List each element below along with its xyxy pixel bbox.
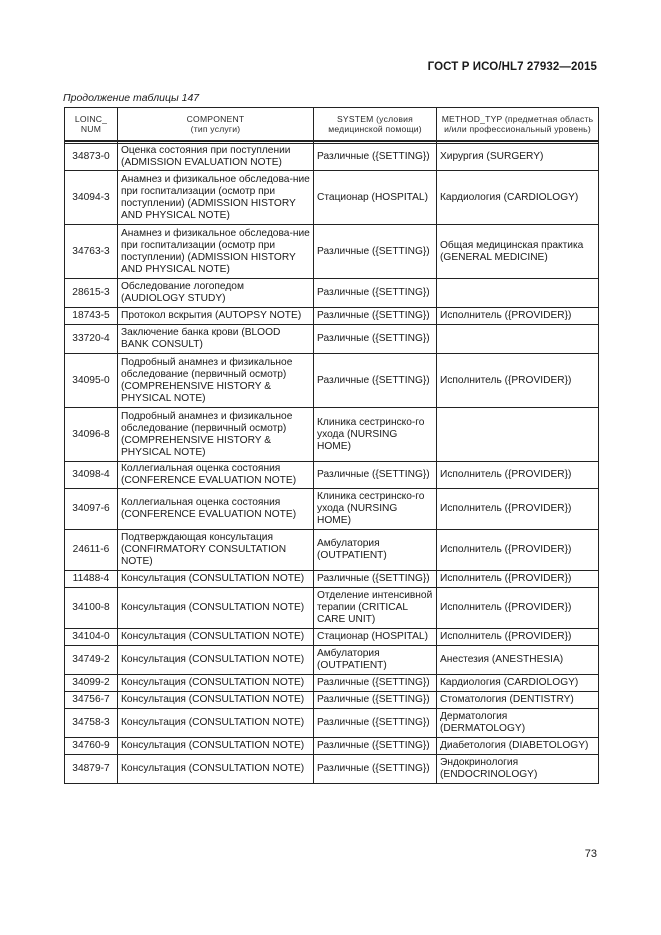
loinc-num-cell: 34094-3 xyxy=(65,171,118,225)
system-cell: Различные ({SETTING}) xyxy=(314,354,437,408)
method-typ-cell: Исполнитель ({PROVIDER}) xyxy=(437,629,599,646)
loinc-num-cell: 34758-3 xyxy=(65,709,118,738)
component-cell: Подробный анамнез и физикальное обследование (первичный осмотр) (COMPREHENSIVE HISTORY & PHYSICAL NOTE) xyxy=(118,354,314,408)
method-typ-cell: Диабетология (DIABETOLOGY) xyxy=(437,738,599,755)
table-row xyxy=(65,692,599,709)
system-cell: Различные ({SETTING}) xyxy=(314,308,437,325)
method-typ-cell xyxy=(437,325,599,354)
loinc-num-cell: 34104-0 xyxy=(65,629,118,646)
loinc-num-cell: 34749-2 xyxy=(65,646,118,675)
method-typ-cell: Исполнитель ({PROVIDER}) xyxy=(437,571,599,588)
table-row xyxy=(65,675,599,692)
system-cell: Различные ({SETTING}) xyxy=(314,279,437,308)
column-header-system: SYSTEM (условия медицинской помощи) xyxy=(314,108,437,142)
component-cell: Консультация (CONSULTATION NOTE) xyxy=(118,646,314,675)
system-cell: Различные ({SETTING}) xyxy=(314,144,437,171)
system-cell: Различные ({SETTING}) xyxy=(314,738,437,755)
component-cell: Консультация (CONSULTATION NOTE) xyxy=(118,692,314,709)
table-row xyxy=(65,354,599,408)
table-row xyxy=(65,588,599,629)
method-typ-cell: Кардиология (CARDIOLOGY) xyxy=(437,675,599,692)
loinc-num-cell: 34763-3 xyxy=(65,225,118,279)
table-row xyxy=(65,738,599,755)
method-typ-cell xyxy=(437,279,599,308)
loinc-num-cell: 11488-4 xyxy=(65,571,118,588)
loinc-table xyxy=(64,107,599,784)
component-cell: Коллегиальная оценка состояния (CONFERENCE EVALUATION NOTE) xyxy=(118,489,314,530)
system-cell: Отделение интенсивной терапии (CRITICAL CARE UNIT) xyxy=(314,588,437,629)
table-row xyxy=(65,408,599,462)
method-typ-cell: Кардиология (CARDIOLOGY) xyxy=(437,171,599,225)
table-row xyxy=(65,629,599,646)
table-row xyxy=(65,489,599,530)
loinc-num-cell: 18743-5 xyxy=(65,308,118,325)
method-typ-cell: Исполнитель ({PROVIDER}) xyxy=(437,489,599,530)
table-body xyxy=(65,141,599,784)
table-row xyxy=(65,325,599,354)
component-cell: Заключение банка крови (BLOOD BANK CONSULT) xyxy=(118,325,314,354)
loinc-num-cell: 34096-8 xyxy=(65,408,118,462)
table-row xyxy=(65,709,599,738)
loinc-num-cell: 34760-9 xyxy=(65,738,118,755)
page-number: 73 xyxy=(584,848,597,860)
table-row xyxy=(65,646,599,675)
table-header-row xyxy=(65,108,599,142)
method-typ-cell: Исполнитель ({PROVIDER}) xyxy=(437,530,599,571)
method-typ-cell: Исполнитель ({PROVIDER}) xyxy=(437,588,599,629)
system-cell: Различные ({SETTING}) xyxy=(314,325,437,354)
component-cell: Коллегиальная оценка состояния (CONFERENCE EVALUATION NOTE) xyxy=(118,462,314,489)
table-caption: Продолжение таблицы 147 xyxy=(63,92,200,104)
system-cell: Различные ({SETTING}) xyxy=(314,755,437,784)
table-row xyxy=(65,462,599,489)
component-cell: Консультация (CONSULTATION NOTE) xyxy=(118,588,314,629)
loinc-num-cell: 34879-7 xyxy=(65,755,118,784)
method-typ-cell: Исполнитель ({PROVIDER}) xyxy=(437,354,599,408)
method-typ-cell: Стоматология (DENTISTRY) xyxy=(437,692,599,709)
system-cell: Амбулатория (OUTPATIENT) xyxy=(314,530,437,571)
method-typ-cell: Общая медицинская практика (GENERAL MEDICINE) xyxy=(437,225,599,279)
component-cell: Консультация (CONSULTATION NOTE) xyxy=(118,571,314,588)
loinc-num-cell: 34097-6 xyxy=(65,489,118,530)
method-typ-cell: Анестезия (ANESTHESIA) xyxy=(437,646,599,675)
system-cell: Различные ({SETTING}) xyxy=(314,709,437,738)
document-id-header: ГОСТ Р ИСО/HL7 27932—2015 xyxy=(427,61,597,73)
component-cell: Консультация (CONSULTATION NOTE) xyxy=(118,709,314,738)
loinc-num-cell: 34873-0 xyxy=(65,144,118,171)
table-row xyxy=(65,225,599,279)
component-cell: Консультация (CONSULTATION NOTE) xyxy=(118,675,314,692)
method-typ-cell: Эндокринология (ENDOCRINOLOGY) xyxy=(437,755,599,784)
system-cell: Различные ({SETTING}) xyxy=(314,675,437,692)
method-typ-cell: Дерматология (DERMATOLOGY) xyxy=(437,709,599,738)
component-cell: Подтверждающая консультация (CONFIRMATORY CONSULTATION NOTE) xyxy=(118,530,314,571)
table-row xyxy=(65,279,599,308)
component-cell: Консультация (CONSULTATION NOTE) xyxy=(118,629,314,646)
component-cell: Протокол вскрытия (AUTOPSY NOTE) xyxy=(118,308,314,325)
system-cell: Различные ({SETTING}) xyxy=(314,692,437,709)
table-row xyxy=(65,755,599,784)
component-cell: Подробный анамнез и физикальное обследование (первичный осмотр) (COMPREHENSIVE HISTORY & PHYSICAL NOTE) xyxy=(118,408,314,462)
table-row xyxy=(65,530,599,571)
loinc-num-cell: 34756-7 xyxy=(65,692,118,709)
method-typ-cell: Хирургия (SURGERY) xyxy=(437,144,599,171)
loinc-num-cell: 24611-6 xyxy=(65,530,118,571)
method-typ-cell xyxy=(437,408,599,462)
column-header-loinc-num: LOINC_ NUM xyxy=(65,108,118,142)
system-cell: Стационар (HOSPITAL) xyxy=(314,629,437,646)
system-cell: Амбулатория (OUTPATIENT) xyxy=(314,646,437,675)
component-cell: Анамнез и физикальное обследова-ние при госпитализации (осмотр при поступлении) (ADMISSION HISTORY AND PHYSICAL NOTE) xyxy=(118,225,314,279)
table-row xyxy=(65,144,599,171)
method-typ-cell: Исполнитель ({PROVIDER}) xyxy=(437,462,599,489)
component-cell: Обследование логопедом (AUDIOLOGY STUDY) xyxy=(118,279,314,308)
method-typ-cell: Исполнитель ({PROVIDER}) xyxy=(437,308,599,325)
table-row xyxy=(65,308,599,325)
system-cell: Различные ({SETTING}) xyxy=(314,462,437,489)
loinc-num-cell: 34098-4 xyxy=(65,462,118,489)
column-header-component: COMPONENT (тип услуги) xyxy=(118,108,314,142)
loinc-num-cell: 33720-4 xyxy=(65,325,118,354)
component-cell: Оценка состояния при поступлении (ADMISSION EVALUATION NOTE) xyxy=(118,144,314,171)
component-cell: Анамнез и физикальное обследова-ние при госпитализации (осмотр при поступлении) (ADMISSION HISTORY AND PHYSICAL NOTE) xyxy=(118,171,314,225)
table-row xyxy=(65,171,599,225)
column-header-method-typ: METHOD_TYP (предметная область и/или профессиональный уровень) xyxy=(437,108,599,142)
system-cell: Клиника сестринско-го ухода (NURSING HOME) xyxy=(314,408,437,462)
loinc-num-cell: 28615-3 xyxy=(65,279,118,308)
system-cell: Различные ({SETTING}) xyxy=(314,571,437,588)
table-row xyxy=(65,571,599,588)
system-cell: Клиника сестринско-го ухода (NURSING HOME) xyxy=(314,489,437,530)
system-cell: Различные ({SETTING}) xyxy=(314,225,437,279)
system-cell: Стационар (HOSPITAL) xyxy=(314,171,437,225)
loinc-num-cell: 34095-0 xyxy=(65,354,118,408)
loinc-num-cell: 34099-2 xyxy=(65,675,118,692)
loinc-num-cell: 34100-8 xyxy=(65,588,118,629)
component-cell: Консультация (CONSULTATION NOTE) xyxy=(118,755,314,784)
component-cell: Консультация (CONSULTATION NOTE) xyxy=(118,738,314,755)
